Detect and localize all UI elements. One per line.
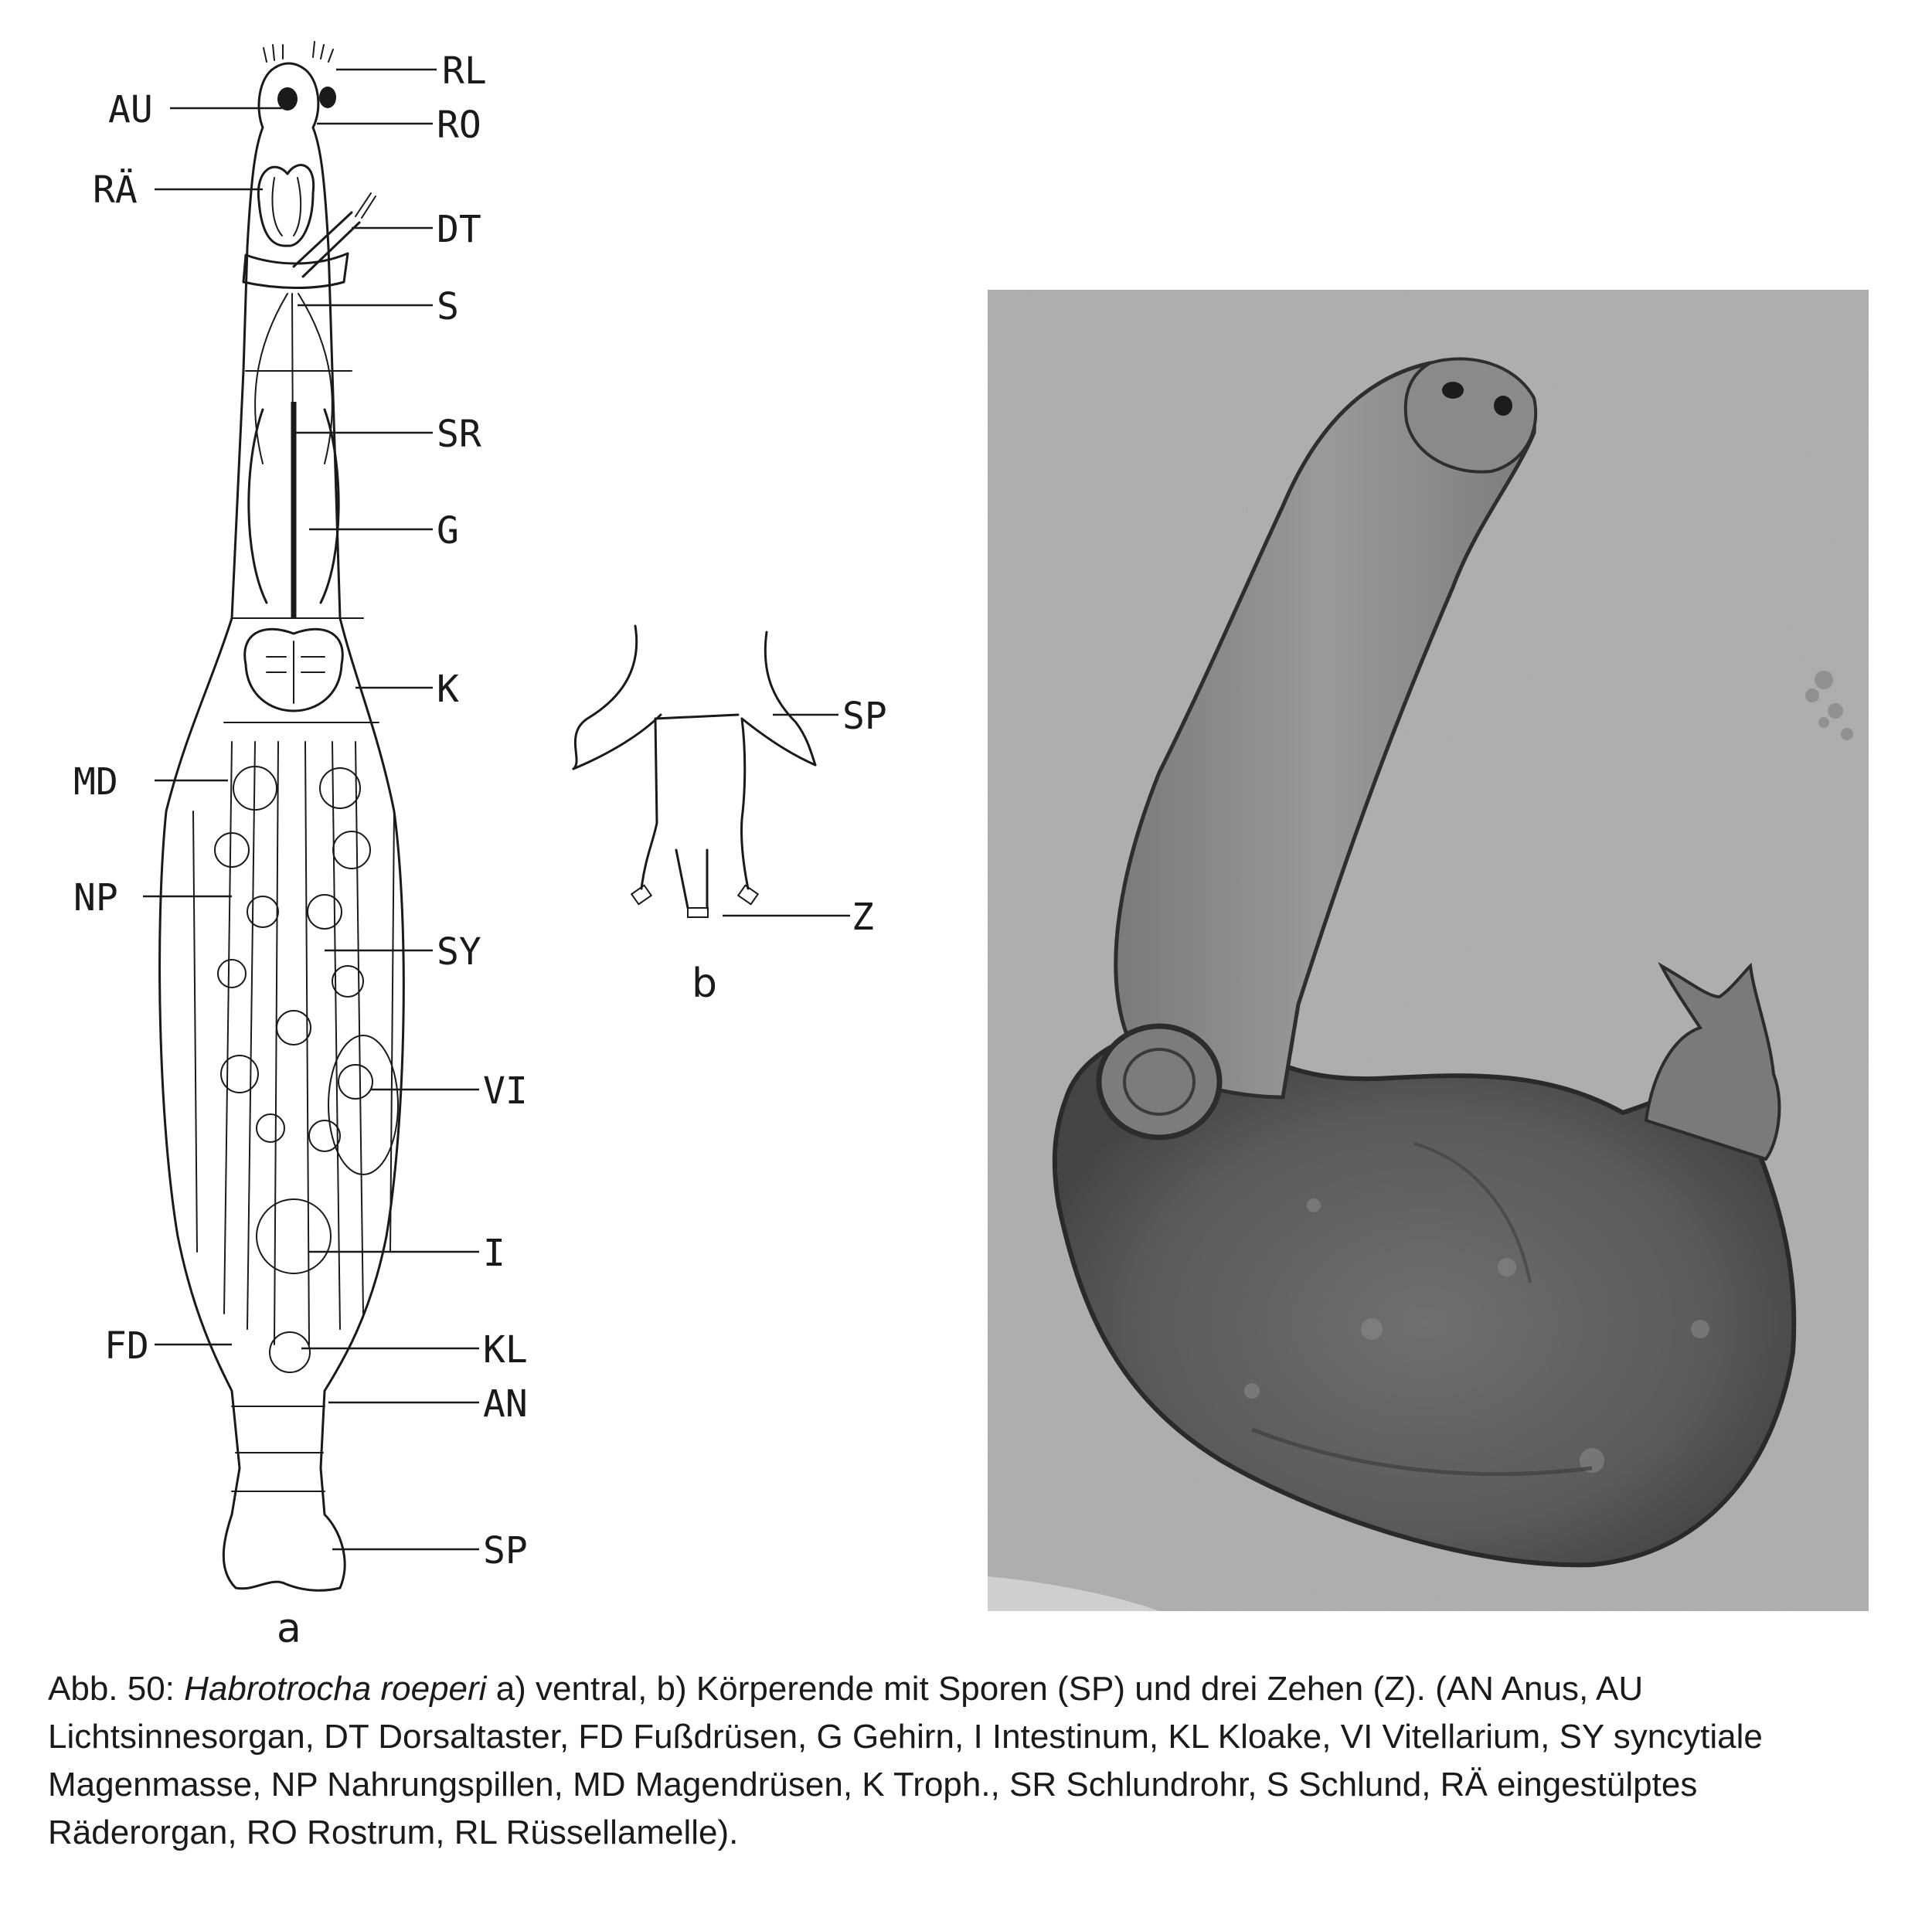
micrograph (988, 290, 1869, 1611)
caption-text: a) ventral, b) Körperende mit Sporen (SP) und drei Zehen (Z). (AN Anus, AU Lichtsinnesorgan, DT Dorsaltaster, FD Fußdrüsen, G Gehirn, I Intestinum, KL Kloake, VI Vitellarium, SY syncytiale Magenmasse, NP Nahrungspillen, MD Magendrüsen, K Troph., SR Schlundrohr, S Schlund, RÄ eingestülptes Räderorgan, RO Rostrum, RL Rüssellamelle). (48, 1670, 1763, 1851)
label-AU: AU (108, 88, 153, 131)
caption-species: Habrotrocha roeperi (184, 1670, 487, 1708)
label-SY: SY (437, 930, 481, 974)
label-S: S (437, 285, 459, 328)
caption-prefix: Abb. 50: (48, 1670, 185, 1708)
label-SR: SR (437, 413, 481, 456)
panel-a-leaders (143, 70, 479, 1549)
label-VI: VI (483, 1069, 528, 1113)
label-b-SP: SP (842, 695, 887, 738)
label-SP: SP (483, 1529, 528, 1572)
label-RA: RÄ (93, 168, 138, 212)
label-b-Z: Z (852, 896, 874, 939)
label-NP: NP (73, 876, 118, 920)
panel-b-drawing (573, 626, 815, 917)
label-FD: FD (104, 1324, 149, 1368)
label-I: I (483, 1232, 505, 1275)
panel-a-letter: a (277, 1606, 301, 1646)
label-K: K (437, 668, 459, 711)
figure-caption (48, 1665, 1895, 1857)
label-G: G (437, 509, 459, 552)
panel-a-drawing (160, 42, 404, 1590)
label-RO: RO (437, 104, 481, 147)
panel-b-letter: b (692, 960, 718, 1007)
label-AN: AN (483, 1382, 528, 1426)
label-DT: DT (437, 208, 481, 251)
label-KL: KL (483, 1328, 528, 1372)
label-MD: MD (73, 760, 118, 804)
label-RL: RL (442, 49, 487, 93)
